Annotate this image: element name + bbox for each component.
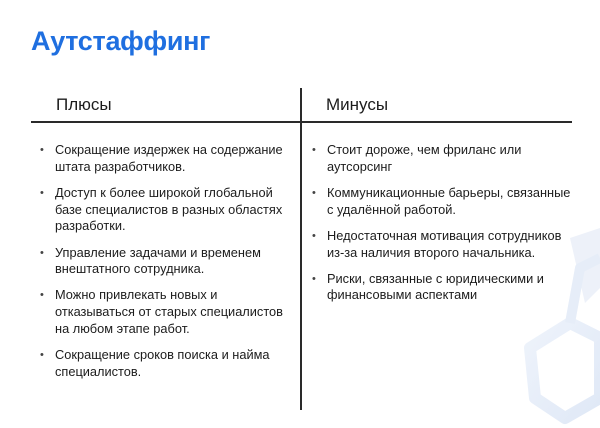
list-item	[40, 287, 290, 337]
list-item	[312, 185, 572, 218]
header-divider	[31, 121, 572, 123]
list-item-text: Управление задачами и временем внештатного сотрудника.	[55, 244, 261, 277]
bullet: •	[312, 186, 316, 199]
bullet: •	[40, 246, 44, 259]
list-item-text: Доступ к более широкой глобальной базе специалистов в разных областях разработки.	[55, 184, 283, 234]
list-item-text: Сокращение сроков поиска и найма специалистов.	[55, 347, 270, 379]
list-item	[40, 185, 290, 235]
page-title: Аутстаффинг	[31, 26, 211, 56]
bullet: •	[312, 144, 316, 156]
list-item	[40, 347, 290, 380]
column-divider	[300, 88, 302, 410]
decorative-shape	[510, 228, 600, 428]
cons-column-header: Минусы	[326, 95, 389, 114]
bullet: •	[312, 272, 316, 285]
bullet: •	[40, 289, 44, 302]
pros-column-header: Плюсы	[56, 95, 112, 114]
list-item-text: Стоит дороже, чем фриланс или аутсорсинг	[327, 142, 522, 174]
list-item-text: Можно привлекать новых и отказываться от старых специалистов на любом этапе работ.	[55, 287, 283, 336]
list-item	[312, 142, 572, 175]
bullet: •	[40, 144, 44, 156]
list-item	[40, 245, 290, 278]
list-item-text: Коммуникационные барьеры, связанные с удалённой работой.	[327, 184, 571, 217]
list-item-text: Недостаточная мотивация сотрудников из-за наличия второго начальника.	[327, 227, 562, 260]
list-item-text: Сокращение издержек на содержание штата разработчиков.	[55, 142, 283, 174]
pros-list	[40, 142, 290, 390]
bullet: •	[312, 229, 316, 242]
list-item	[40, 142, 290, 175]
list-item-text: Риски, связанные с юридическими и финансовыми аспектами	[327, 270, 544, 303]
bullet: •	[40, 186, 44, 199]
bullet: •	[40, 349, 44, 362]
